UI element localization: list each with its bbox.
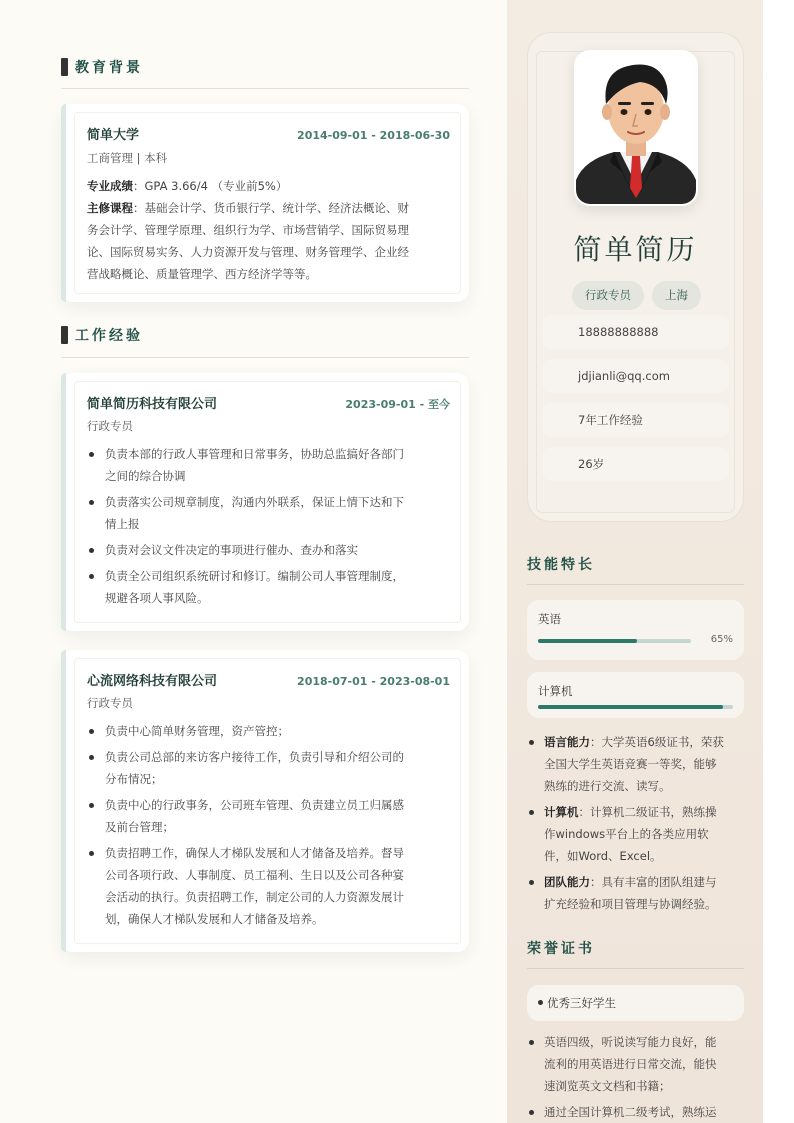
duty-item [87, 491, 445, 535]
section-divider [527, 968, 744, 969]
note-line [544, 801, 747, 823]
duty-line: 及前台管理； [105, 820, 174, 834]
page-margin [763, 0, 794, 1123]
skills-section-title: 技能特长 [527, 557, 595, 573]
honor-line: 英语四级，听说读写能力良好，能 [544, 1035, 717, 1049]
duty-line: 规避各项人事风险。 [105, 591, 209, 605]
skill-name: 英语 [538, 612, 561, 626]
job-card-2 [61, 650, 469, 952]
education-card [61, 104, 469, 302]
duty-item [87, 539, 445, 561]
duty-item [87, 565, 445, 609]
section-divider [61, 357, 469, 358]
note-label: 语言能力 [544, 735, 590, 749]
duty-line: 公司各项行政、人事制度、员工福利、生日以及公司各种宴 [105, 868, 404, 882]
section-divider [527, 584, 744, 585]
note-line: 扩充经验和项目管理与协调经验。 [544, 897, 717, 911]
skill-notes-list [527, 731, 747, 919]
note-label: 计算机 [544, 805, 579, 819]
experience-field: 7年工作经验 [542, 403, 729, 437]
phone-field: 18888888888 [542, 315, 729, 349]
course-text: ：基础会计学、货币银行学、统计学、经济法概论、财 [133, 201, 409, 215]
section-marker [61, 58, 68, 76]
job-header [87, 393, 450, 412]
skill-note [527, 801, 747, 867]
duty-item [87, 842, 445, 930]
company-name: 心流网络科技有限公司 [87, 674, 218, 689]
education-date: 2014-09-01 - 2018-06-30 [297, 129, 450, 142]
duty-line: 会活动的执行。负责招聘工作，制定公司的人力资源发展计 [105, 890, 404, 904]
honor-line: 速浏览英文文档和书籍； [544, 1079, 671, 1093]
duty-line: 情上报 [105, 517, 140, 531]
card-accent [61, 373, 66, 631]
skill-note [527, 731, 747, 797]
duty-list [87, 720, 445, 934]
job-title: 行政专员 [87, 419, 133, 433]
skill-bar-track [538, 705, 733, 709]
note-line: 熟练的进行交流、读写。 [544, 779, 671, 793]
skill-percent: 65% [710, 634, 733, 645]
company-name: 简单简历科技有限公司 [87, 397, 218, 412]
note-label: 团队能力 [544, 875, 590, 889]
note-line [544, 731, 747, 753]
course-text: 务会计学、管理学原理、组织行为学、市场营销学、国际贸易理 [87, 223, 409, 237]
duty-item [87, 443, 445, 487]
note-line [544, 871, 747, 893]
card-accent [61, 650, 66, 952]
duty-line: 负责中心简单财务管理，资产管控； [105, 724, 289, 738]
school-name: 简单大学 [87, 128, 140, 143]
duty-line: 负责落实公司规章制度，沟通内外联系，保证上情下达和下 [105, 495, 404, 509]
honor-badge: 优秀三好学生 [527, 985, 744, 1021]
honor-line: 流利的用英语进行日常交流，能快 [544, 1057, 717, 1071]
skill-computer [527, 672, 744, 718]
duty-line: 负责公司总部的来访客户接待工作，负责引导和介绍公司的 [105, 750, 404, 764]
education-section-title [61, 57, 143, 77]
honor-item [527, 1101, 747, 1123]
email-field: jdjianli@qq.com [542, 359, 729, 393]
duty-line: 负责全公司组织系统研讨和修订。编制公司人事管理制度， [105, 569, 404, 583]
duty-item [87, 720, 445, 742]
gpa-value: ：GPA 3.66/4 （专业前5%） [133, 179, 288, 193]
job-title: 行政专员 [87, 696, 133, 710]
profile-tags [572, 281, 701, 310]
course-label: 主修课程 [87, 201, 133, 215]
avatar-illustration [576, 52, 696, 204]
note-text: ：大学英语6级证书，荣获 [590, 735, 724, 749]
honors-list [527, 1031, 747, 1123]
honor-line: 通过全国计算机二级考试，熟练运 [544, 1105, 717, 1119]
duty-line: 分布情况； [105, 772, 163, 786]
skill-name: 计算机 [538, 684, 573, 698]
location-tag: 上海 [652, 281, 701, 310]
education-title-text: 教育背景 [75, 60, 143, 76]
course-line [87, 197, 450, 219]
education-major: 工商管理 | 本科 [87, 151, 168, 165]
gpa-line [87, 175, 450, 197]
duty-line: 之间的综合协调 [105, 469, 186, 483]
education-header [87, 124, 450, 143]
position-tag: 行政专员 [572, 281, 644, 310]
honor-item [527, 1031, 747, 1097]
skill-bar-fill [538, 705, 723, 709]
skill-bar-track [538, 639, 691, 643]
job-date: 2023-09-01 - 至今 [345, 398, 450, 411]
duty-line: 负责本部的行政人事管理和日常事务，协助总监搞好各部门 [105, 447, 404, 461]
gpa-label: 专业成绩 [87, 179, 133, 193]
note-text: ：具有丰富的团队组建与 [590, 875, 717, 889]
duty-line: 划，确保人才梯队发展和人才储备及培养。 [105, 912, 324, 926]
duty-line: 负责中心的行政事务，公司班车管理、负责建立员工归属感 [105, 798, 404, 812]
candidate-name: 简单简历 [573, 233, 698, 266]
education-details [87, 175, 450, 285]
duty-item [87, 746, 445, 790]
course-text: 论、国际贸易实务、人力资源开发与管理、财务管理学、企业经 [87, 245, 409, 259]
note-line: 全国大学生英语竞赛一等奖，能够 [544, 757, 717, 771]
note-line: 件，如Word、Excel。 [544, 849, 662, 863]
age-field: 26岁 [542, 447, 729, 481]
job-card-1 [61, 373, 469, 631]
card-accent [61, 104, 66, 302]
note-text: ：计算机二级证书，熟练操 [578, 805, 717, 819]
skill-bar-fill [538, 639, 637, 643]
duty-line: 负责对会议文件决定的事项进行催办、查办和落实 [105, 543, 358, 557]
duty-item [87, 794, 445, 838]
work-section-title [61, 325, 143, 345]
honors-section-title: 荣誉证书 [527, 941, 595, 957]
job-date: 2018-07-01 - 2023-08-01 [297, 675, 450, 688]
section-divider [61, 88, 469, 89]
course-text: 营战略概论、质量管理学、西方经济学等等。 [87, 267, 317, 281]
duty-list [87, 443, 445, 613]
work-title-text: 工作经验 [75, 328, 143, 344]
job-header [87, 670, 450, 689]
person-avatar-icon [574, 50, 698, 206]
skill-note [527, 871, 747, 915]
note-line: 作windows平台上的各类应用软 [544, 827, 709, 841]
duty-line: 负责招聘工作，确保人才梯队发展和人才储备及培养。督导 [105, 846, 404, 860]
skill-english [527, 600, 744, 660]
section-marker [61, 326, 68, 344]
